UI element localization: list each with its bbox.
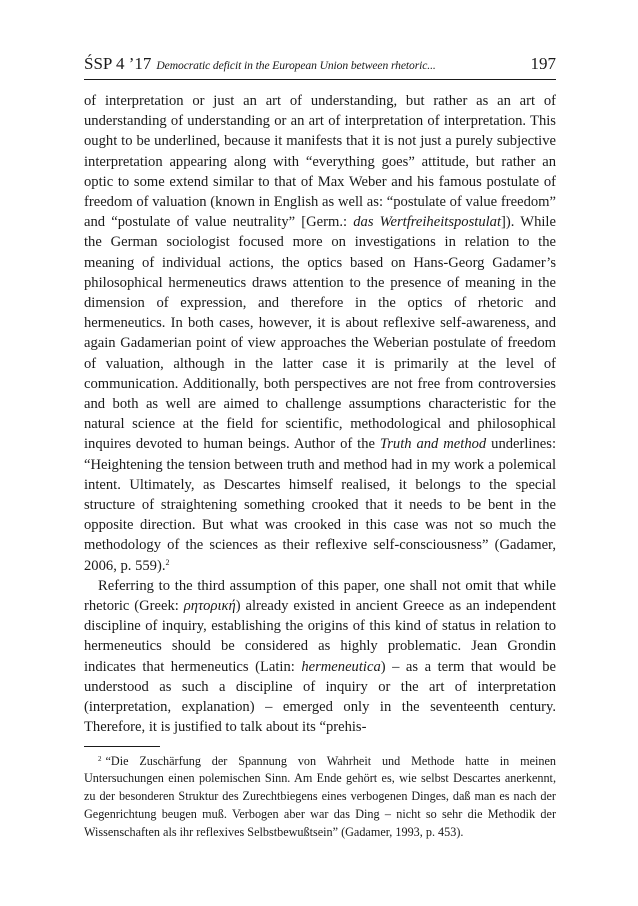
page [84, 54, 556, 841]
paragraph-2-text-2: ) already existed in ancient Greece as an independent discipline of inquiry, establishing the origins of this kind of status in relation to hermeneutics should be considered as highly problematic. Jean Grondin indicates that hermeneutics (Latin: [84, 598, 556, 675]
paragraph-2-italic-1: ρητορική [183, 598, 236, 615]
footnote [84, 753, 556, 842]
running-title: Democratic deficit in the European Union between rhetoric... [156, 59, 436, 72]
footnote-reference: 2 [165, 557, 170, 567]
running-header [84, 54, 556, 80]
journal-issue: ŚSP 4 ’17 [84, 54, 152, 73]
body-text [84, 91, 556, 738]
footnote-text: “Die Zuschärfung der Spannung von Wahrheit und Methode hatte in meinen Untersuchungen einen polemischen Sinn. Am Ende gehört es, wie selbst Descartes anerkennt, zu der besonderen Struktur des Zurechtbiegens eines verbogenen Dinges, daß man es nach der Gegenrichtung beugen muß. Verbogen aber war das Ding – nicht so sehr die Methodik der Wissenschaften als ihr reflexives Selbstbewußtsein” (Gadamer, 1993, p. 453). [84, 753, 556, 839]
paragraph-2 [84, 576, 556, 738]
paragraph-1-text-1: of interpretation or just an art of understanding, but rather as an art of understanding of understanding or an art of interpretation of interpretation. This ought to be underlined, because it manifests that it is not just a purely subjective interpretation appearing along with “everything goes” attitude, but rather an optic to some extend similar to that of Max Weber and his famous postulate of freedom of valuation (known in English as well as: “postulate of value freedom” and “postulate of value neutrality” [Germ.: [84, 93, 556, 231]
footnote-divider [84, 746, 160, 747]
page-number: 197 [530, 54, 556, 73]
paragraph-1 [84, 91, 556, 576]
paragraph-2-italic-2: hermeneutica [301, 658, 381, 675]
paragraph-1-italic-1: das Wertfreiheitspostulat [353, 214, 502, 231]
paragraph-2-text-3: ) – as a term that would be understood as such a discipline of inquiry or the art of interpretation (interpretation, explanation) – emerged only in the seventeenth century. Therefore, it is justified to talk about its “prehis- [84, 658, 557, 736]
paragraph-2-text-1: Referring to the third assumption of this paper, one shall not omit that while rhetoric (Greek: [84, 577, 556, 615]
paragraph-1-italic-2: Truth and method [379, 436, 487, 453]
footnote-number: 2 [98, 754, 102, 763]
paragraph-1-text-3: underlines: “Heightening the tension between truth and method had in my work a polemical intent. Ultimately, as Descartes himself realised, it belongs to the special structure of straightening something crooked that it needs to be bent in the opposite direction. But what was crooked in this case was not so much the methodology of the sciences as their reflexive self-consciousness” (Gadamer, 2006, p. 559). [84, 436, 556, 574]
paragraph-1-text-2: ]). While the German sociologist focused more on investigations in relation to the meaning of individual actions, the optics based on Hans-Georg Gadamer’s philosophical hermeneutics draws attention to the presence of meaning in the dimension of expression, and therefore in the optics of rhetoric and hermeneutics. In both cases, however, it is about reflexive self-awareness, and again Gadamerian point of view approaches the Weberian postulate of freedom of valuation, although in the latter case it is primarily at the level of communication. Additionally, both perspectives are not free from controversies and both as well are aimed to challenge assumptions characteristic for the natural science at the field for scientific, methodological and philosophical inquires devoted to human beings. Author of the [84, 214, 556, 453]
